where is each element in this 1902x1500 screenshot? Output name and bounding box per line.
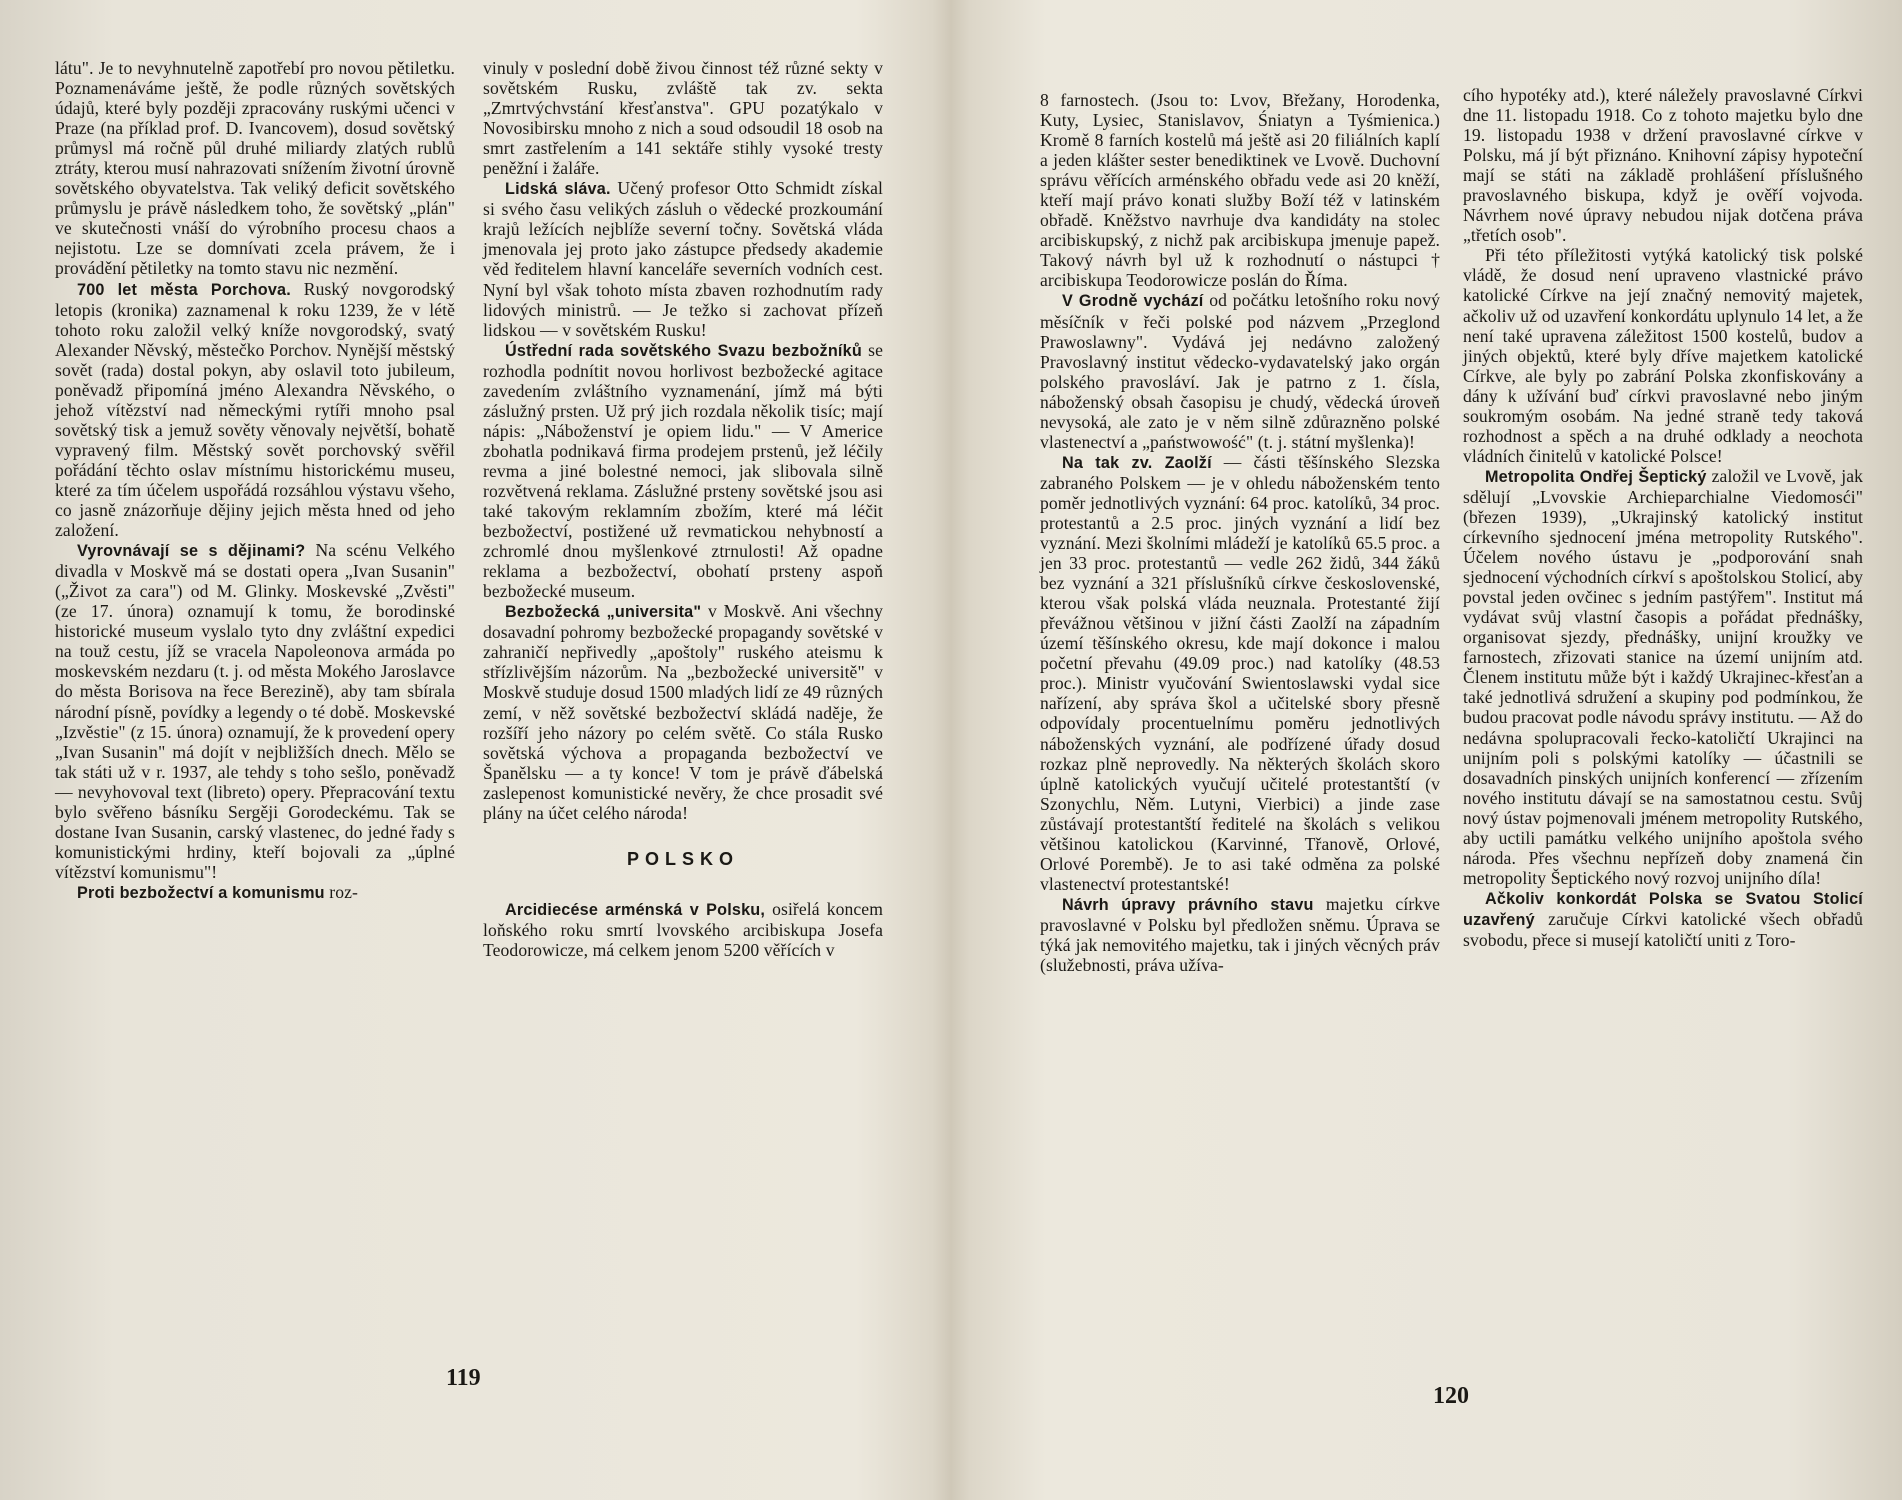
paragraph: 700 let města Porchova. Ruský novgorodský letopis (kronika) zaznamenal k roku 1239, že v létě tohoto roku založil velký kníže novgorodský, svatý Alexander Něvský, městečko Porchov. Nynější městský sovět (rada) dostal pokyn, aby oslavil toto jubileum, poněvadž připomíná jméno Alexandra Něvského, o jehož vítězství nad německými rytíři mnoho psal sovětský tisk a jemuž sověty věnovaly největší, bohatě vypravený film. Městský sovět porchovský svěřil pořádání těchto oslav místnímu historickému museu, které za tím účelem uspořádá rozsáhlou výstavu všeho, co jasně znázorňuje dějiny jejich města hned od jeho založení. [55,278,455,541]
paragraph: látu". Je to nevyhnutelně zapotřebí pro novou pětiletku. Poznamenáváme ještě, že podle různých sovětských údajů, které byly později zpracovány ruskými učenci v Praze (na příklad prof. D. Ivancovem), dosud sovětský průmysl má ročně půl druhé miliardy zlatých rublů ztráty, kterou musí nahrazovati snížením životní úrovně sovětského obyvatelstva. Tak veliký deficit sovětského průmyslu je právě následkem toho, že sovětský „plán" ve skutečnosti vnáší do výrobního procesu chaos a nejistotu. Lze se domnívati zcela právem, že i provádění pětiletky na tomto stavu nic nezmění. [55,58,455,279]
paragraph: Bezbožecká „universita" v Moskvě. Ani všechny dosavadní pohromy bezbožecké propagandy sovětské v zahraničí nepřivedly „apoštoly" ruského ateismu k střízlivějším názorům. Na „bezbožecké universitě" v Moskvě studuje dosud 1500 mladých lidí ze 49 různých zemí, v něž sovětské bezbožectví skládá naděje, že rozšíří jeho názory po celém světě. Co stála Rusko sovětská výchova a propaganda bezbožectví ve Španělsku — a ty konce! V tom je právě ďábelská zaslepenost komunistické nevěry, že chce prosadit své plány na účet celého národa! [483,601,883,823]
column-4 [1463,85,1863,950]
paragraph-lead: Arcidiecése arménská v Polsku, [505,900,766,919]
paragraph-lead: Ačkoliv konkordát Polska se Svatou Stolicí uzavřený [1463,889,1863,929]
paragraph: vinuly v poslední době živou činnost též různé sekty v sovětském Rusku, zvláště tak zv. sekta „Zmrtvýchvstání křesťanstva". GPU pozatýkalo v Novosibirsku mnoho z nich a soud odsoudil 18 osob na smrt zastřelením a 141 sektáře stihly vysoké tresty peněžní i žaláře. [483,58,883,179]
column-3 [1040,90,1440,975]
paragraph: Vyrovnávají se s dějinami? Na scénu Velkého divadla v Moskvě má se dostati opera „Ivan Susanin" („Život za cara") od M. Glinky. Moskevské „Zvěsti" (ze 17. února) oznamují k tomu, že borodinské historické museum vyslalo tyto dny zvláštní expedici na touž cestu, jíž se vracela Napoleonova armáda po moskevském nezdaru (t. j. od města Mokého Jaroslavce do města Borisova na řece Berezině), aby tam sbírala národní písně, povídky a legendy o té době. Moskevské „Izvěstie" (z 15. února) oznamují, že k provedení opery „Ivan Susanin" má dojít v nejbližších dnech. Mělo se tak státi už v r. 1937, ale tehdy s toho sešlo, poněvadž — nevyhovoval text (libreto) opery. Přepracování textu bylo svěřeno básníku Sergěji Gorodeckému. Tak se dostane Ivan Susanin, carský vlastenec, do jedné řady s komunistickými hrdiny, kteří bojovali za „úplné vítězství komunismu"! [55,540,455,882]
paragraph: Proti bezbožectví a komunismu roz- [77,881,358,902]
paragraph: Arcidiecése arménská v Polsku, osiřelá koncem loňského roku smrtí lvovského arcibiskupa Josefa Teodorowicze, má celkem jenom 5200 věřících v [483,898,883,960]
paragraph: V Grodně vychází od počátku letošního roku nový měsíčník v řeči polské pod názvem „Przeglond Prawoslawny". Vydává jej nedávno založený Pravoslavný institut vědecko-vydavatelský jako orgán polského pravosláví. Jak je patrno z 1. čísla, náboženský obsah časopisu je chudý, vědecká úroveň nevysoká, ale zato je v něm silně zdůrazněno polské vlastenectví a „państwowość" (t. j. státní myšlenka)! [1040,290,1441,452]
paragraph: Při této příležitosti vytýká katolický tisk polské vládě, že dosud není upraveno vlastnické právo katolické Církve na její značný nemovitý majetek, ačkoliv už od uzavření konkordátu uplynulo 14 let, a že není také upravena záležitost 1500 kostelů, budov a jiných objektů, které byly dříve majetkem katolické Církve, ale byly po zabrání Polska zkonfiskovány a dány k užívání buď církvi pravoslavné nebo jiným soukromým osobám. Na jedné straně tedy taková rozhodnost a spěch a na druhé odklady a neochota vládních činitelů v katolické Polsce! [1463,245,1863,466]
paragraph-lead: Lidská sláva. [505,180,611,199]
paragraph-lead: Návrh úpravy právního stavu [1062,895,1314,914]
paragraph: Metropolita Ondřej Šeptický založil ve Lvově, jak sdělují „Lvovskie Archieparchialne Viedomosći" (březen 1939), „Ukrajinský katolický institut církevního sjednocení jména metropolity Rutského". Účelem nového ústavu je „podporování snah sjednocení východních církví s apoštolskou Stolicí, aby povstal jeden ovčinec s jedním pastýřem". Institut má vydávat svůj vlastní časopis a pořádat přednášky, organisovat sjezdy, přednášky, unijní kroužky ve farnostech, zřizovati stanice na území unijním atd. Členem institutu může být i každý Ukrajinec-křesťan a také jednotlivá sdružení a skupiny pod podmínkou, že budou pracovat podle návodu správy institutu. — Až do nedávna spolupracovali řecko-katoličtí Ukrajinci na unijním poli s polskými katolíky — účastnili se dosavadních pinských unijních konferencí — zřízením nového institutu dávají se na samostatnou cestu. Svůj nový ústav pojmenovali jménem metropolity Rutského, aby uctili památku velkého unijního apoštola svého národa. Přes všechnu nepřízeň doby znamená čin metropolity Šeptického nový rozvoj unijního díla! [1463,465,1863,888]
paragraph-lead: Proti bezbožectví a komunismu [77,883,325,902]
paragraph: 8 farnostech. (Jsou to: Lvov, Břežany, Horodenka, Kuty, Lysiec, Stanislavov, Śniatyn a Tyśmienica.) Kromě 8 farních kostelů má ještě asi 20 filiálních kaplí a jeden klášter sester benediktinek ve Lvově. Duchovní správu věřících arménského obřadu vede asi 20 kněží, kteří mají právo konati služby Boží též v latinském obřadě. Kněžstvo navrhuje dva kandidáty na stolec arcibiskupský, z nichž pak arcibiskupa jmenuje papež. Takový návrh byl už k rozhodnutí o nástupci † arcibiskupa Teodorowicze poslán do Říma. [1040,90,1440,291]
paragraph-lead: Vyrovnávají se s dějinami? [77,542,306,561]
paragraph-lead: Na tak zv. Zaolží [1062,453,1212,472]
paragraph: Ústřední rada sovětského Svazu bezbožníků se rozhodla podnítit novou horlivost bezbožecké agitace zavedením zvláštního vyznamenání, jímž má býti záslužný prsten. Už prý jich rozdala několik tisíc; mají nápis: „Náboženství je opiem lidu." — V Americe zbohatla podnikavá firma prodejem prstenů, jež léčily revma a jiné bolestné nemoci, jak slibovala silně rozvětvená reklama. Záslužné prsteny sovětské jsou asi také takovým reklamním zbožím, které má léčit bezbožectví, postižené už revmatickou nehybností a zchromlé dnou myšlenkové ztrnulosti! Až opadne reklama a bezbožectví, obohatí prsteny aspoň bezbožecké museum. [483,339,883,602]
paragraph: Návrh úpravy právního stavu majetku církve pravoslavné v Polsku byl předložen sněmu. Úprava se týká jak nemovitého majetku, tak i jiných věcných práv (služebnosti, práva užíva- [1040,893,1440,976]
page-number: 120 [1433,1383,1469,1409]
paragraph-lead: Bezbožecká „universita" [505,603,702,622]
page-number: 119 [446,1365,481,1391]
paragraph-lead: V Grodně vychází [1062,292,1204,311]
paragraph: Na tak zv. Zaolží — části těšínského Slezska zabraného Polskem — je v ohledu náboženském tento poměr jednotlivých vyznání: 64 proc. katolíků, 34 proc. protestantů a 2.5 proc. jiných vyznání a lidí bez vyznání. Mezi školními mládeží je katolíků 65.5 proc. a jen 33 proc. protestantů — vedle 262 židů, 344 žáků bez vyznání a 321 příslušníků církve československé, kterou však polská vláda neuznala. Protestanté žijí převážnou většinou v jižní části Zaolží na západním území těšínského okresu, kde mají dokonce i malou početní převahu (49.09 proc.) nad katolíky (48.53 proc.). Ministr vyučování Swientoslawski vydal sice nařízení, aby správa škol a učitelské sbory přesně odpovídaly procentuelnímu poměru jednotlivých náboženských vyznání, ale podřízené úřady dosud rozkaz plně neprovedly. Na některých školách skoro úplně katolických vyučují učitelé protestantští (v Szonychlu, Něm. Lutyni, Vierbici) a jinde zase zůstávají protestantští ředitelé na školách s velikou většinou katolickou (Karvinné, Třanově, Orlové, Orlové Porembě). Je to asi také odměna za polské vlastenectví protestantské! [1040,451,1440,894]
paragraph-lead: Ústřední rada sovětského Svazu bezbožníků [505,341,862,360]
paragraph: Lidská sláva. Učený profesor Otto Schmidt získal si svého času velikých zásluh o vědecké prozkoumání krajů ležících nejblíže severní točny. Sovětská vláda jmenovala jej proto jako zástupce předsedy akademie věd ředitelem hlavní kanceláře severních vodních cest. Nyní byl však tohoto místa zbaven rozhodnutím rady lidových ministrů. — Je težko si zachovat přízeň lidskou — v sovětském Rusku! [483,178,883,340]
paragraph: Ačkoliv konkordát Polska se Svatou Stolicí uzavřený zaručuje Církvi katolické všech obřadů svobodu, přece si musejí katoličtí uniti z Toro- [1463,889,1863,950]
paragraph-lead: Metropolita Ondřej Šeptický [1485,467,1707,486]
paragraph-lead: 700 let města Porchova. [77,280,291,299]
paragraph: cího hypotéky atd.), které náležely pravoslavné Církvi dne 11. listopadu 1918. Co z tohoto majetku bylo dne 19. listopadu 1938 v držení pravoslavné církve v Polsku, má jí být přiznáno. Knihovní zápisy hypoteční mají se státi na základě prohlášení příslušného pravoslavného biskupa, když je ověří vojvoda. Návrhem nové úpravy nebudou nijak dotčena práva „třetích osob". [1463,85,1863,246]
section-title: POLSKO [626,848,739,869]
